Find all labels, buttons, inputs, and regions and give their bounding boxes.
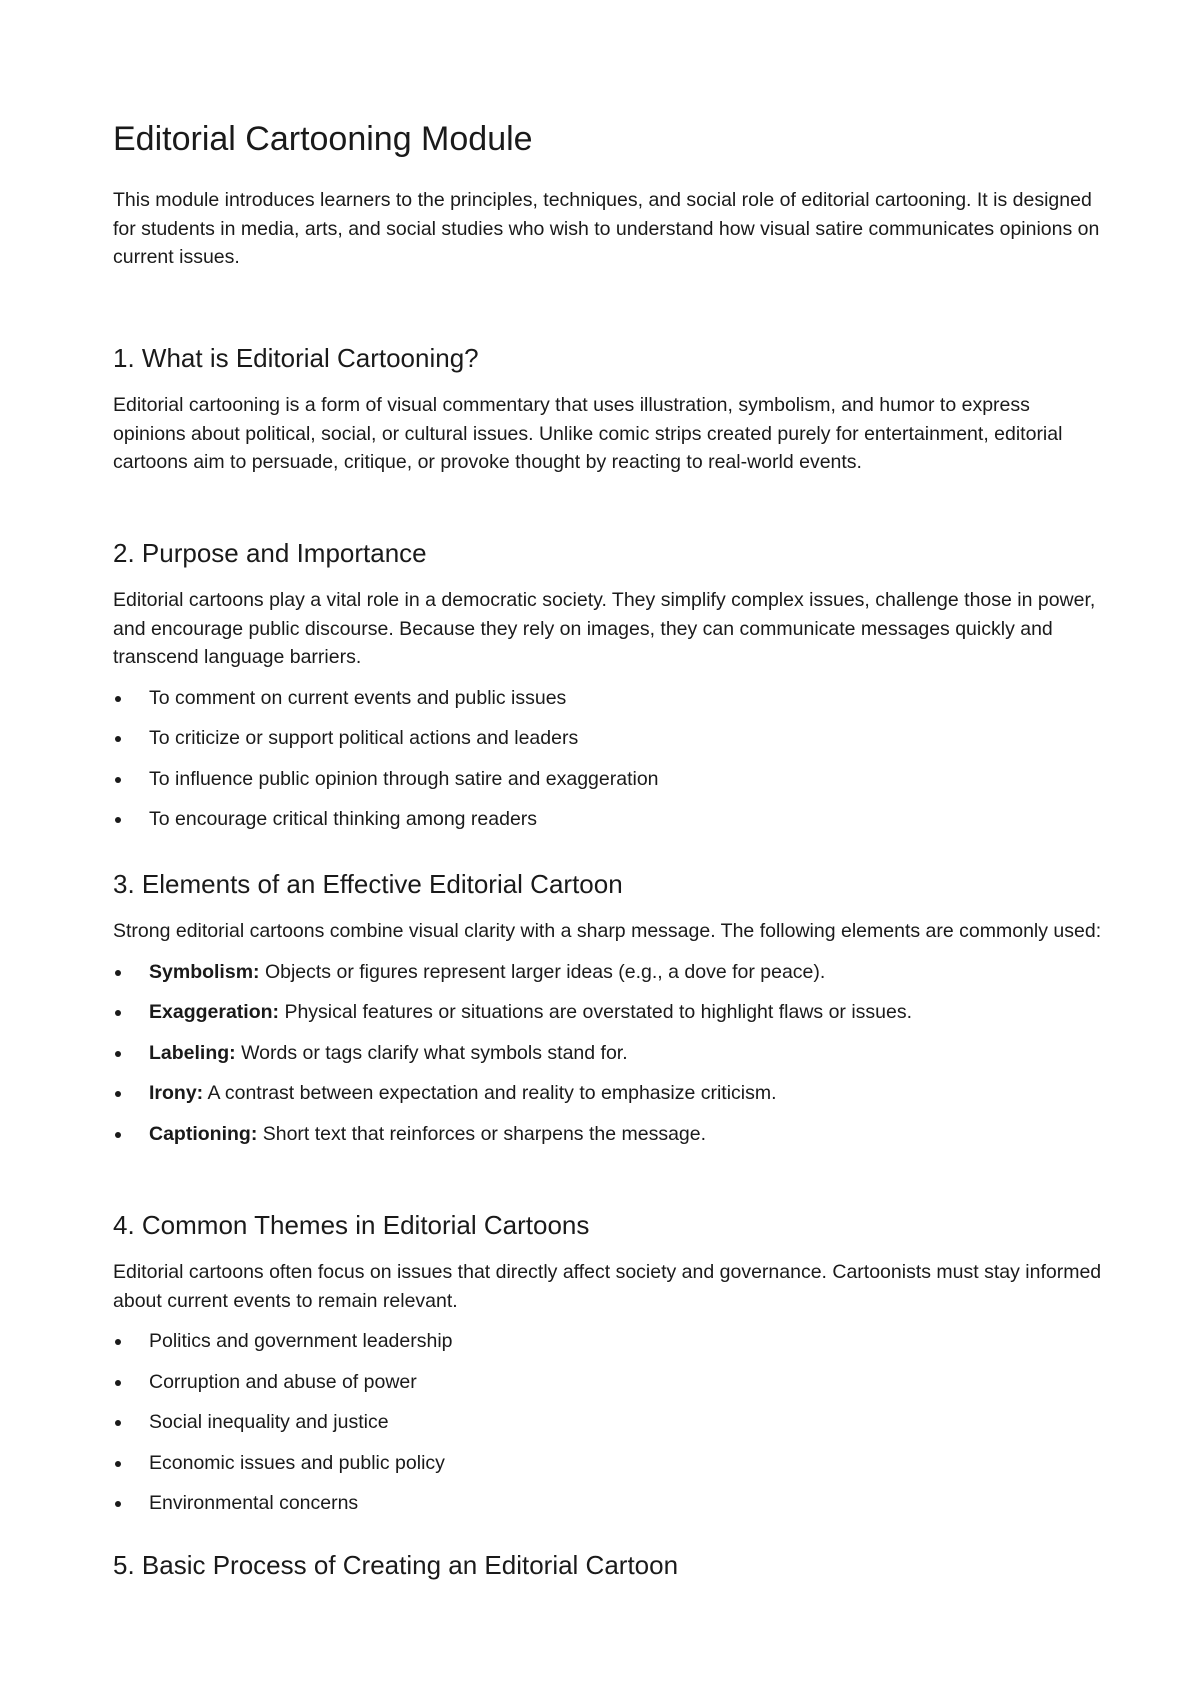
bullet-icon	[115, 1010, 121, 1016]
list-item	[113, 958, 1103, 999]
list-item	[113, 1039, 1103, 1080]
section-heading: 2. Purpose and Importance	[113, 538, 427, 568]
list-item-text: A contrast between expectation and reality to emphasize criticism.	[203, 1082, 777, 1105]
bullet-icon	[115, 777, 121, 783]
list-item-term: Symbolism:	[149, 960, 260, 983]
list-item-text: Short text that reinforces or sharpens the message.	[257, 1122, 707, 1145]
list-item-text: Politics and government leadership	[149, 1330, 453, 1352]
section-elements	[113, 867, 1103, 1160]
section-paragraph: Editorial cartoons often focus on issues that directly affect society and governance. Cartoonists must stay informed about current events to remain relevant.	[113, 1261, 1102, 1312]
list-item	[113, 1079, 1103, 1120]
list-item-text: Environmental concerns	[149, 1492, 359, 1515]
list-item-text: Corruption and abuse of power	[149, 1370, 417, 1393]
list-item-text: Objects or figures represent larger ideas (e.g., a dove for peace).	[259, 960, 826, 983]
list-item-term: Labeling:	[149, 1041, 236, 1064]
section-paragraph: Strong editorial cartoons combine visual clarity with a sharp message. The following elements are commonly used:	[113, 920, 1102, 942]
section-what-is	[113, 341, 1103, 477]
intro-paragraph: This module introduces learners to the principles, techniques, and social role of editorial cartooning. It is designed for students in media, arts, and social studies who wish to understand how visual satire communicates opinions on current issues.	[113, 189, 1100, 268]
bullet-icon	[115, 1380, 121, 1386]
section-themes	[113, 1208, 1103, 1530]
list-item	[113, 1368, 1103, 1409]
list-item-text: To influence public opinion through satire and exaggeration	[149, 767, 659, 790]
list-item-text: Social inequality and justice	[149, 1411, 389, 1434]
list-item-text: To encourage critical thinking among readers	[149, 808, 538, 831]
section-paragraph: Editorial cartooning is a form of visual commentary that uses illustration, symbolism, and humor to express opinions about political, social, or cultural issues. Unlike comic strips created purely for entertainment, editorial cartoons aim to persuade, critique, or provoke thought by reacting to real-world events.	[113, 394, 1063, 473]
bullet-icon	[115, 817, 121, 823]
list-item	[113, 1449, 1103, 1490]
section-purpose	[113, 536, 1103, 846]
list-item	[113, 1489, 1103, 1530]
bullet-icon	[115, 696, 121, 702]
section-heading: 4. Common Themes in Editorial Cartoons	[113, 1210, 590, 1240]
list-item-term: Exaggeration:	[149, 1001, 280, 1024]
bullet-icon	[115, 1091, 121, 1097]
list-item	[113, 684, 1103, 725]
themes-list	[113, 1327, 1103, 1530]
list-item	[113, 1408, 1103, 1449]
list-item	[113, 724, 1103, 765]
list-item	[113, 1120, 1103, 1161]
bullet-icon	[115, 1339, 121, 1345]
list-item-term: Irony:	[149, 1082, 204, 1105]
list-item	[113, 1327, 1103, 1368]
section-heading: 3. Elements of an Effective Editorial Cartoon	[113, 869, 623, 899]
list-item-term: Captioning:	[149, 1122, 258, 1145]
document-title: Editorial Cartooning Module	[113, 120, 533, 158]
purpose-list	[113, 684, 1103, 846]
section-heading: 1. What is Editorial Cartooning?	[113, 343, 479, 373]
list-item	[113, 805, 1103, 846]
list-item-text: Words or tags clarify what symbols stand for.	[235, 1041, 628, 1064]
bullet-icon	[115, 1132, 121, 1138]
bullet-icon	[115, 1501, 121, 1507]
section-process	[113, 1548, 1103, 1582]
elements-list	[113, 958, 1103, 1161]
bullet-icon	[115, 1461, 121, 1467]
list-item-text: To comment on current events and public issues	[149, 686, 567, 709]
bullet-icon	[115, 970, 121, 976]
bullet-icon	[115, 1420, 121, 1426]
list-item	[113, 765, 1103, 806]
list-item-text: Economic issues and public policy	[149, 1451, 445, 1474]
list-item	[113, 998, 1103, 1039]
bullet-icon	[115, 736, 121, 742]
list-item-text: Physical features or situations are overstated to highlight flaws or issues.	[279, 1001, 913, 1024]
list-item-text: To criticize or support political actions and leaders	[149, 727, 579, 750]
section-paragraph: Editorial cartoons play a vital role in a democratic society. They simplify complex issues, challenge those in power, and encourage public discourse. Because they rely on images, they can communicate messages quickly and transcend language barriers.	[113, 589, 1096, 668]
section-heading: 5. Basic Process of Creating an Editorial Cartoon	[113, 1550, 679, 1580]
bullet-icon	[115, 1051, 121, 1057]
